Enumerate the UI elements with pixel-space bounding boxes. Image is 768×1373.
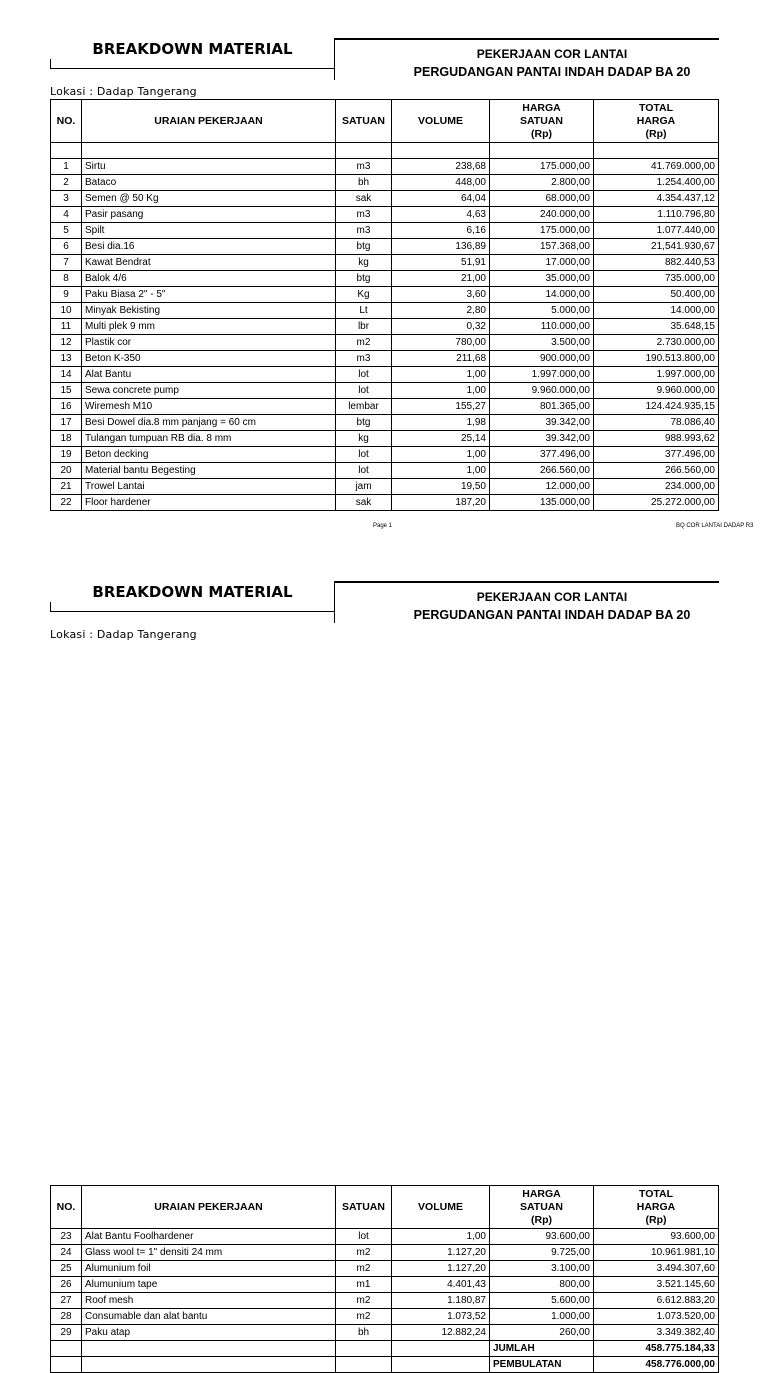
item-volume: 25,14	[392, 431, 490, 447]
table-row	[51, 1293, 719, 1309]
col-volume-header: VOLUME	[392, 100, 490, 143]
item-total: 882.440,53	[594, 255, 719, 271]
document-title: BREAKDOWN MATERIAL	[50, 581, 335, 612]
table-row	[51, 159, 719, 175]
item-no: 29	[51, 1325, 82, 1341]
col-uraian-header: URAIAN PEKERJAAN	[82, 100, 336, 143]
item-unit: lot	[336, 463, 392, 479]
item-unit: kg	[336, 255, 392, 271]
item-description: Floor hardener	[82, 495, 336, 511]
table-row	[51, 495, 719, 511]
item-unit-price: 110.000,00	[490, 319, 594, 335]
pembulatan-label: PEMBULATAN	[490, 1357, 594, 1373]
item-unit-price: 2.800,00	[490, 175, 594, 191]
item-description: Spilt	[82, 223, 336, 239]
table-body-page-1	[51, 143, 719, 511]
project-line-1: PEKERJAAN COR LANTAI	[476, 47, 628, 61]
item-unit-price: 800,00	[490, 1277, 594, 1293]
item-no: 16	[51, 399, 82, 415]
item-description: Alumunium tape	[82, 1277, 336, 1293]
item-unit: m3	[336, 223, 392, 239]
harga-satuan-line-2: SATUAN	[520, 1200, 563, 1213]
item-description: Plastik cor	[82, 335, 336, 351]
project-line-2: PERGUDANGAN PANTAI INDAH DADAP BA 20	[413, 608, 691, 622]
item-unit: lot	[336, 367, 392, 383]
harga-satuan-line-1: HARGA	[522, 1187, 561, 1200]
item-unit: m3	[336, 207, 392, 223]
pembulatan-value: 458.776.000,00	[594, 1357, 719, 1373]
item-unit-price: 175.000,00	[490, 159, 594, 175]
item-volume: 4.401,43	[392, 1277, 490, 1293]
table-body-page-2	[51, 1229, 719, 1341]
item-volume: 6,16	[392, 223, 490, 239]
item-volume: 1,00	[392, 447, 490, 463]
item-no: 3	[51, 191, 82, 207]
project-header	[334, 581, 719, 623]
item-volume: 2,80	[392, 303, 490, 319]
item-unit: m3	[336, 351, 392, 367]
item-unit: lot	[336, 447, 392, 463]
table-row	[51, 1229, 719, 1245]
item-unit-price: 260,00	[490, 1325, 594, 1341]
item-total: 735.000,00	[594, 271, 719, 287]
table-row	[51, 383, 719, 399]
item-total: 266.560,00	[594, 463, 719, 479]
item-total: 1.997.000,00	[594, 367, 719, 383]
item-no: 21	[51, 479, 82, 495]
item-description: Besi Dowel dia.8 mm panjang = 60 cm	[82, 415, 336, 431]
item-total: 1.254.400,00	[594, 175, 719, 191]
item-unit-price: 175.000,00	[490, 223, 594, 239]
item-total: 4.354.437,12	[594, 191, 719, 207]
item-total: 190.513.800,00	[594, 351, 719, 367]
item-total: 124.424.935,15	[594, 399, 719, 415]
table-row	[51, 175, 719, 191]
item-unit-price: 9.960.000,00	[490, 383, 594, 399]
col-no-header: NO.	[51, 1186, 82, 1229]
item-no: 26	[51, 1277, 82, 1293]
col-uraian-header: URAIAN PEKERJAAN	[82, 1186, 336, 1229]
item-total: 1.110.796,80	[594, 207, 719, 223]
table-row	[51, 1325, 719, 1341]
item-description: Glass wool t= 1" densiti 24 mm	[82, 1245, 336, 1261]
col-harga-satuan-header	[490, 100, 594, 143]
item-unit: m1	[336, 1277, 392, 1293]
item-volume: 1,00	[392, 1229, 490, 1245]
table-row	[51, 1261, 719, 1277]
item-no: 10	[51, 303, 82, 319]
col-harga-satuan-header	[490, 1186, 594, 1229]
item-total: 35.648,15	[594, 319, 719, 335]
total-line-1: TOTAL	[638, 1187, 674, 1200]
item-total: 988.993,62	[594, 431, 719, 447]
item-total: 3.521.145,60	[594, 1277, 719, 1293]
item-unit-price: 39.342,00	[490, 431, 594, 447]
item-unit: m2	[336, 1309, 392, 1325]
item-no: 5	[51, 223, 82, 239]
item-unit: lembar	[336, 399, 392, 415]
table-row	[51, 303, 719, 319]
item-no: 13	[51, 351, 82, 367]
item-description: Paku Biasa 2" - 5"	[82, 287, 336, 303]
col-satuan-header: SATUAN	[336, 1186, 392, 1229]
item-no: 25	[51, 1261, 82, 1277]
item-no: 12	[51, 335, 82, 351]
item-description: Roof mesh	[82, 1293, 336, 1309]
item-unit-price: 5.600,00	[490, 1293, 594, 1309]
item-unit-price: 3.500,00	[490, 335, 594, 351]
item-volume: 0,32	[392, 319, 490, 335]
item-unit-price: 135.000,00	[490, 495, 594, 511]
table-row	[51, 287, 719, 303]
location-label: Lokasi : Dadap Tangerang	[50, 85, 197, 98]
harga-satuan-line-2: SATUAN	[520, 114, 563, 127]
item-description: Minyak Bekisting	[82, 303, 336, 319]
project-line-1: PEKERJAAN COR LANTAI	[476, 590, 628, 604]
table-row	[51, 399, 719, 415]
table-row	[51, 351, 719, 367]
item-description: Kawat Bendrat	[82, 255, 336, 271]
item-unit: lot	[336, 1229, 392, 1245]
item-unit-price: 1.000,00	[490, 1309, 594, 1325]
item-unit: m3	[336, 159, 392, 175]
table-row	[51, 319, 719, 335]
item-no: 4	[51, 207, 82, 223]
table-row	[51, 367, 719, 383]
item-unit-price: 900.000,00	[490, 351, 594, 367]
item-unit: m2	[336, 335, 392, 351]
col-total-header	[594, 100, 719, 143]
col-volume-header: VOLUME	[392, 1186, 490, 1229]
item-volume: 1,00	[392, 383, 490, 399]
item-description: Sewa concrete pump	[82, 383, 336, 399]
item-no: 8	[51, 271, 82, 287]
item-no: 11	[51, 319, 82, 335]
harga-satuan-line-3: (Rp)	[531, 1213, 552, 1226]
item-unit: jam	[336, 479, 392, 495]
item-volume: 1,98	[392, 415, 490, 431]
item-description: Alat Bantu Foolhardener	[82, 1229, 336, 1245]
table-row	[51, 1309, 719, 1325]
item-unit-price: 240.000,00	[490, 207, 594, 223]
col-no-header: NO.	[51, 100, 82, 143]
item-no: 23	[51, 1229, 82, 1245]
item-total: 6.612.883,20	[594, 1293, 719, 1309]
item-no: 18	[51, 431, 82, 447]
table-row	[51, 1245, 719, 1261]
item-unit-price: 157.368,00	[490, 239, 594, 255]
item-unit: Lt	[336, 303, 392, 319]
item-no: 1	[51, 159, 82, 175]
item-unit-price: 17.000,00	[490, 255, 594, 271]
item-unit-price: 801.365,00	[490, 399, 594, 415]
item-unit: bh	[336, 1325, 392, 1341]
item-volume: 51,91	[392, 255, 490, 271]
table-row	[51, 191, 719, 207]
page-number: Page 1	[373, 523, 393, 529]
summary-body	[51, 1341, 719, 1373]
project-header	[334, 38, 719, 80]
total-line-2: HARGA	[636, 1200, 676, 1213]
harga-satuan-line-1: HARGA	[522, 101, 561, 114]
item-unit: btg	[336, 239, 392, 255]
table-header-row	[51, 1186, 719, 1229]
item-volume: 3,60	[392, 287, 490, 303]
item-unit: lot	[336, 383, 392, 399]
item-unit: lbr	[336, 319, 392, 335]
item-unit-price: 39.342,00	[490, 415, 594, 431]
item-no: 27	[51, 1293, 82, 1309]
jumlah-row	[51, 1341, 719, 1357]
item-volume: 187,20	[392, 495, 490, 511]
item-unit: bh	[336, 175, 392, 191]
item-no: 28	[51, 1309, 82, 1325]
item-volume: 155,27	[392, 399, 490, 415]
document-title: BREAKDOWN MATERIAL	[50, 38, 335, 69]
table-row	[51, 255, 719, 271]
item-total: 3.494.307,60	[594, 1261, 719, 1277]
item-description: Balok 4/6	[82, 271, 336, 287]
jumlah-label: JUMLAH	[490, 1341, 594, 1357]
col-satuan-header: SATUAN	[336, 100, 392, 143]
item-description: Sirtu	[82, 159, 336, 175]
item-description: Paku atap	[82, 1325, 336, 1341]
item-unit-price: 5.000,00	[490, 303, 594, 319]
material-table-page-1	[50, 99, 719, 511]
file-name: BQ COR LANTAI DADAP R3	[676, 523, 754, 529]
item-description: Semen @ 50 Kg	[82, 191, 336, 207]
item-description: Besi dia.16	[82, 239, 336, 255]
item-unit-price: 68.000,00	[490, 191, 594, 207]
jumlah-value: 458.775.184,33	[594, 1341, 719, 1357]
item-volume: 19,50	[392, 479, 490, 495]
item-unit-price: 1.997.000,00	[490, 367, 594, 383]
table-row	[51, 207, 719, 223]
item-total: 377.496,00	[594, 447, 719, 463]
item-no: 14	[51, 367, 82, 383]
item-total: 78.086,40	[594, 415, 719, 431]
project-line-2: PERGUDANGAN PANTAI INDAH DADAP BA 20	[413, 65, 691, 79]
material-table-page-2	[50, 1185, 719, 1373]
item-description: Tulangan tumpuan RB dia. 8 mm	[82, 431, 336, 447]
col-total-header	[594, 1186, 719, 1229]
item-total: 41.769.000,00	[594, 159, 719, 175]
item-unit-price: 377.496,00	[490, 447, 594, 463]
item-volume: 12.882,24	[392, 1325, 490, 1341]
item-volume: 780,00	[392, 335, 490, 351]
item-volume: 1,00	[392, 367, 490, 383]
location-label: Lokasi : Dadap Tangerang	[50, 628, 197, 641]
item-volume: 64,04	[392, 191, 490, 207]
item-total: 1.073.520,00	[594, 1309, 719, 1325]
item-no: 7	[51, 255, 82, 271]
item-volume: 136,89	[392, 239, 490, 255]
item-total: 50.400,00	[594, 287, 719, 303]
item-description: Bataco	[82, 175, 336, 191]
item-description: Alumunium foil	[82, 1261, 336, 1277]
item-no: 19	[51, 447, 82, 463]
item-no: 20	[51, 463, 82, 479]
item-total: 9.960.000,00	[594, 383, 719, 399]
item-volume: 4,63	[392, 207, 490, 223]
item-description: Beton decking	[82, 447, 336, 463]
item-description: Multi plek 9 mm	[82, 319, 336, 335]
item-no: 24	[51, 1245, 82, 1261]
table-row	[51, 415, 719, 431]
item-volume: 448,00	[392, 175, 490, 191]
item-no: 22	[51, 495, 82, 511]
total-line-3: (Rp)	[645, 1213, 667, 1226]
item-unit: m2	[336, 1245, 392, 1261]
item-unit: Kg	[336, 287, 392, 303]
item-unit-price: 9.725,00	[490, 1245, 594, 1261]
item-total: 3.349.382,40	[594, 1325, 719, 1341]
item-unit-price: 266.560,00	[490, 463, 594, 479]
item-volume: 211,68	[392, 351, 490, 367]
table-row	[51, 239, 719, 255]
item-unit-price: 3.100,00	[490, 1261, 594, 1277]
item-total: 25.272.000,00	[594, 495, 719, 511]
item-no: 2	[51, 175, 82, 191]
item-volume: 21,00	[392, 271, 490, 287]
item-no: 6	[51, 239, 82, 255]
item-no: 17	[51, 415, 82, 431]
item-unit-price: 14.000,00	[490, 287, 594, 303]
item-total: 21,541.930,67	[594, 239, 719, 255]
item-total: 2.730.000,00	[594, 335, 719, 351]
item-no: 15	[51, 383, 82, 399]
item-total: 1.077.440,00	[594, 223, 719, 239]
item-unit: btg	[336, 271, 392, 287]
item-description: Trowel Lantai	[82, 479, 336, 495]
item-total: 14.000,00	[594, 303, 719, 319]
item-volume: 238,68	[392, 159, 490, 175]
item-unit-price: 93.600,00	[490, 1229, 594, 1245]
item-description: Material bantu Begesting	[82, 463, 336, 479]
item-unit: m2	[336, 1261, 392, 1277]
table-row	[51, 1277, 719, 1293]
item-volume: 1.127,20	[392, 1245, 490, 1261]
table-row	[51, 431, 719, 447]
item-description: Wiremesh M10	[82, 399, 336, 415]
item-total: 234.000,00	[594, 479, 719, 495]
item-volume: 1.180,87	[392, 1293, 490, 1309]
total-line-2: HARGA	[636, 114, 676, 127]
item-unit-price: 12.000,00	[490, 479, 594, 495]
item-volume: 1,00	[392, 463, 490, 479]
table-row	[51, 479, 719, 495]
item-unit: btg	[336, 415, 392, 431]
item-description: Beton K-350	[82, 351, 336, 367]
table-row	[51, 223, 719, 239]
blank-row	[51, 143, 719, 159]
item-volume: 1.127,20	[392, 1261, 490, 1277]
item-description: Alat Bantu	[82, 367, 336, 383]
item-unit-price: 35.000,00	[490, 271, 594, 287]
table-row	[51, 447, 719, 463]
item-unit: sak	[336, 495, 392, 511]
table-row	[51, 271, 719, 287]
item-unit: kg	[336, 431, 392, 447]
total-line-3: (Rp)	[645, 127, 667, 140]
harga-satuan-line-3: (Rp)	[531, 127, 552, 140]
item-total: 10.961.981,10	[594, 1245, 719, 1261]
item-total: 93.600,00	[594, 1229, 719, 1245]
item-description: Pasir pasang	[82, 207, 336, 223]
table-header-row	[51, 100, 719, 143]
total-line-1: TOTAL	[638, 101, 674, 114]
item-volume: 1.073,52	[392, 1309, 490, 1325]
item-description: Consumable dan alat bantu	[82, 1309, 336, 1325]
item-unit: m2	[336, 1293, 392, 1309]
table-row	[51, 335, 719, 351]
item-no: 9	[51, 287, 82, 303]
pembulatan-row	[51, 1357, 719, 1373]
item-unit: sak	[336, 191, 392, 207]
table-row	[51, 463, 719, 479]
